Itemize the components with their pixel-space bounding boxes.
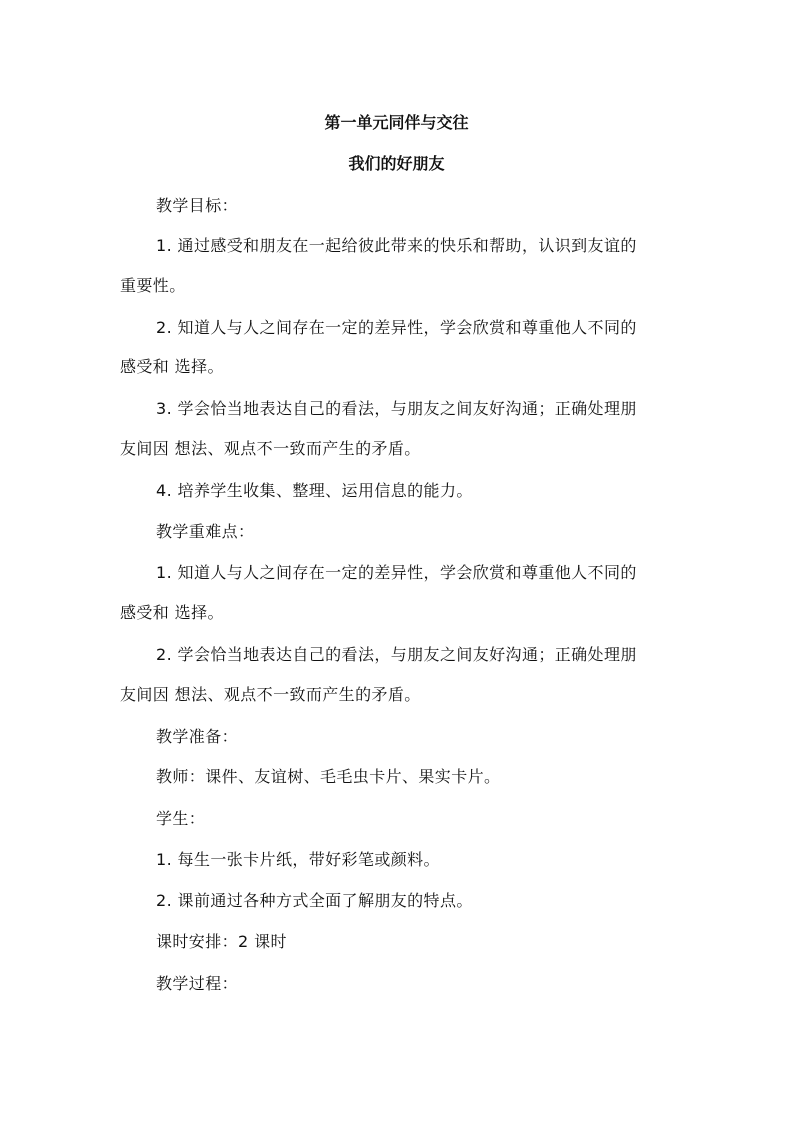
key-points-heading: 教学重难点： (156, 522, 255, 541)
key-point-1-line-2: 感受和 选择。 (120, 603, 224, 622)
objectives-heading: 教学目标： (156, 196, 239, 215)
schedule: 课时安排：2 课时 (156, 932, 287, 951)
teacher-prep: 教师：课件、友谊树、毛毛虫卡片、果实卡片。 (156, 767, 501, 786)
prep-heading: 教学准备： (156, 727, 239, 746)
student-label: 学生： (156, 809, 206, 828)
objective-1-line-2: 重要性。 (120, 276, 186, 295)
key-point-2-line-2: 友间因 想法、观点不一致而产生的矛盾。 (120, 685, 421, 704)
document-title: 第一单元同伴与交往 (324, 113, 469, 132)
objective-1-line-1: 1. 通过感受和朋友在一起给彼此带来的快乐和帮助，认识到友谊的 (156, 236, 637, 255)
objective-2-line-1: 2. 知道人与人之间存在一定的差异性，学会欣赏和尊重他人不同的 (156, 318, 637, 337)
student-prep-1: 1. 每生一张卡片纸，带好彩笔或颜料。 (156, 850, 440, 869)
objective-3-line-1: 3. 学会恰当地表达自己的看法，与朋友之间友好沟通；正确处理朋 (156, 399, 637, 418)
key-point-2-line-1: 2. 学会恰当地表达自己的看法，与朋友之间友好沟通；正确处理朋 (156, 645, 637, 664)
key-point-1-line-1: 1. 知道人与人之间存在一定的差异性，学会欣赏和尊重他人不同的 (156, 563, 637, 582)
objective-4: 4. 培养学生收集、整理、运用信息的能力。 (156, 481, 473, 500)
student-prep-2: 2. 课前通过各种方式全面了解朋友的特点。 (156, 891, 473, 910)
objective-3-line-2: 友间因 想法、观点不一致而产生的矛盾。 (120, 439, 421, 458)
objective-2-line-2: 感受和 选择。 (120, 357, 224, 376)
process-heading: 教学过程： (156, 974, 239, 993)
document-subtitle: 我们的好朋友 (348, 154, 445, 173)
